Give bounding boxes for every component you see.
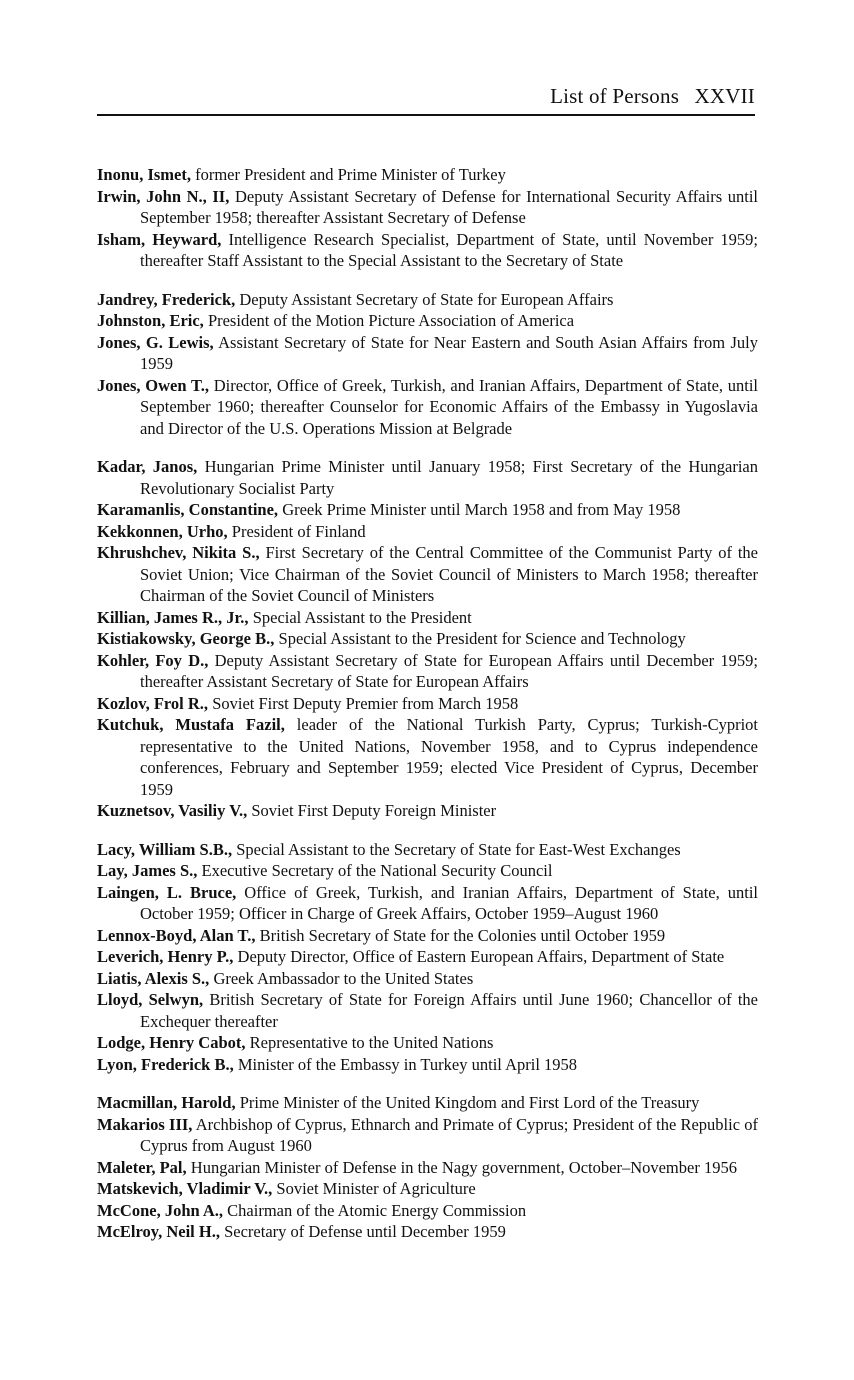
person-name: Irwin, John N., II, (97, 186, 230, 206)
person-name: Lodge, Henry Cabot, (97, 1033, 246, 1052)
person-description: Greek Prime Minister until March 1958 and from May 1958 (282, 500, 681, 519)
person-entry (97, 650, 758, 693)
person-description: Intelligence Research Specialist, Department of State, until November 1959; thereafter Staff Assistant to the Special Assistant to the Secretary of State (140, 229, 758, 270)
person-description: Prime Minister of the United Kingdom and First Lord of the Treasury (239, 1093, 700, 1112)
person-entry (97, 693, 758, 715)
persons-list (97, 164, 758, 1243)
person-description: President of the Motion Picture Association of America (207, 311, 575, 330)
person-entry (97, 800, 758, 822)
person-name: Jones, G. Lewis, (97, 332, 214, 352)
person-description: President of Finland (231, 521, 366, 541)
person-entry (97, 229, 758, 272)
person-name: Lay, James S., (97, 861, 198, 880)
person-name: Laingen, L. Bruce, (97, 882, 237, 902)
person-description: Assistant Secretary of State for Near Eastern and South Asian Affairs from July 1959 (140, 332, 759, 373)
person-name: Killian, James R., Jr., (97, 607, 249, 627)
person-entry (97, 1092, 758, 1114)
letter-group (97, 289, 758, 440)
person-entry (97, 968, 758, 990)
person-name: McCone, John A., (97, 1200, 224, 1220)
person-name: Johnston, Eric, (97, 311, 204, 330)
person-description: Executive Secretary of the National Security Council (201, 861, 553, 880)
person-name: Jandrey, Frederick, (97, 289, 236, 309)
person-description: former President and Prime Minister of Turkey (195, 165, 506, 184)
person-entry (97, 1054, 758, 1076)
person-entry (97, 989, 758, 1032)
person-entry (97, 521, 758, 543)
person-name: Kistiakowsky, George B., (97, 629, 275, 648)
letter-group (97, 1092, 758, 1243)
letter-group (97, 456, 758, 822)
page-number: XXVII (694, 84, 755, 108)
person-name: Lyon, Frederick B., (97, 1054, 234, 1074)
person-name: Kekkonnen, Urho, (97, 521, 228, 541)
person-description: Secretary of Defense until December 1959 (224, 1222, 506, 1241)
person-name: Makarios III, (97, 1114, 193, 1134)
person-description: Minister of the Embassy in Turkey until April 1958 (237, 1054, 578, 1074)
person-entry (97, 925, 758, 947)
person-name: Kozlov, Frol R., (97, 693, 209, 713)
person-description: Archbishop of Cyprus, Ethnarch and Primate of Cyprus; President of the Republic of Cyprus from August 1960 (140, 1114, 758, 1155)
person-description: Soviet First Deputy Premier from March 1958 (212, 693, 519, 713)
person-entry (97, 607, 758, 629)
person-entry (97, 1032, 758, 1054)
person-entry (97, 186, 758, 229)
person-name: Leverich, Henry P., (97, 947, 234, 966)
running-head-title: List of Persons (550, 84, 680, 108)
person-description: First Secretary of the Central Committee of the Communist Party of the Soviet Union; Vice Chairman of the Soviet Council of Ministers to March 1958; thereafter Chairman of the Soviet Council of Ministers (140, 543, 758, 605)
letter-group (97, 839, 758, 1076)
person-description: leader of the National Turkish Party, Cyprus; Turkish-Cypriot representative to the United Nations, November 1958, and to Cyprus independence conferences, February and September 1959; elected Vice President of Cyprus, December 1959 (140, 715, 758, 799)
person-description: Deputy Director, Office of Eastern European Affairs, Department of State (237, 947, 725, 966)
person-description: Special Assistant to the President (252, 607, 472, 627)
person-description: Deputy Assistant Secretary of State for European Affairs until December 1959; thereafter Assistant Secretary of State for European Affairs (140, 650, 758, 691)
person-description: Representative to the United Nations (249, 1033, 494, 1052)
person-name: Isham, Heyward, (97, 229, 222, 249)
person-description: Office of Greek, Turkish, and Iranian Affairs, Department of State, until October 1959; Officer in Charge of Greek Affairs, October 1959–August 1960 (140, 882, 759, 923)
person-entry (97, 289, 758, 311)
person-entry (97, 1178, 758, 1200)
letter-group (97, 164, 758, 272)
person-name: Karamanlis, Constantine, (97, 500, 279, 519)
person-entry (97, 628, 758, 650)
person-description: Greek Ambassador to the United States (213, 968, 474, 988)
person-entry (97, 310, 758, 332)
person-name: Lacy, William S.B., (97, 839, 233, 859)
person-entry (97, 332, 758, 375)
person-description: Deputy Assistant Secretary of Defense for International Security Affairs until September 1958; thereafter Assistant Secretary of Defense (140, 186, 758, 227)
person-name: Inonu, Ismet, (97, 165, 191, 184)
person-entry (97, 542, 758, 607)
person-entry (97, 839, 758, 861)
running-head (550, 84, 755, 109)
page-header (97, 84, 755, 116)
person-name: Khrushchev, Nikita S., (97, 543, 260, 562)
person-entry (97, 946, 758, 968)
person-description: Director, Office of Greek, Turkish, and Iranian Affairs, Department of State, until September 1960; thereafter Counselor for Economic Affairs of the Embassy in Yugoslavia and Director of the U.S. Operations Mission at Belgrade (140, 375, 759, 438)
person-entry (97, 456, 758, 499)
person-name: McElroy, Neil H., (97, 1222, 220, 1241)
person-entry (97, 714, 758, 800)
person-description: Hungarian Prime Minister until January 1958; First Secretary of the Hungarian Revolutionary Socialist Party (140, 457, 759, 498)
person-name: Maleter, Pal, (97, 1157, 187, 1177)
person-entry (97, 1157, 758, 1179)
person-name: Liatis, Alexis S., (97, 968, 210, 988)
person-name: Kohler, Foy D., (97, 650, 209, 670)
person-description: Soviet First Deputy Foreign Minister (251, 801, 497, 820)
person-entry (97, 1114, 758, 1157)
person-entry (97, 164, 758, 186)
person-entry (97, 375, 758, 440)
person-description: Hungarian Minister of Defense in the Nagy government, October–November 1956 (190, 1157, 737, 1177)
person-name: Kutchuk, Mustafa Fazil, (97, 715, 285, 734)
person-description: Deputy Assistant Secretary of State for European Affairs (239, 289, 614, 309)
person-description: Chairman of the Atomic Energy Commission (227, 1200, 527, 1220)
person-entry (97, 882, 758, 925)
person-name: Kuznetsov, Vasiliy V., (97, 801, 248, 820)
person-name: Lennox-Boyd, Alan T., (97, 925, 256, 945)
person-description: British Secretary of State for the Colonies until October 1959 (259, 925, 666, 945)
person-name: Matskevich, Vladimir V., (97, 1179, 273, 1198)
person-description: British Secretary of State for Foreign Affairs until June 1960; Chancellor of the Exchequer thereafter (140, 990, 758, 1031)
person-entry (97, 1200, 758, 1222)
person-name: Jones, Owen T., (97, 375, 209, 395)
person-entry (97, 860, 758, 882)
person-description: Soviet Minister of Agriculture (276, 1179, 476, 1198)
person-description: Special Assistant to the President for Science and Technology (278, 629, 686, 648)
person-name: Lloyd, Selwyn, (97, 990, 204, 1009)
person-description: Special Assistant to the Secretary of State for East-West Exchanges (236, 839, 681, 859)
person-name: Kadar, Janos, (97, 457, 198, 476)
person-entry (97, 499, 758, 521)
person-name: Macmillan, Harold, (97, 1093, 236, 1112)
person-entry (97, 1221, 758, 1243)
